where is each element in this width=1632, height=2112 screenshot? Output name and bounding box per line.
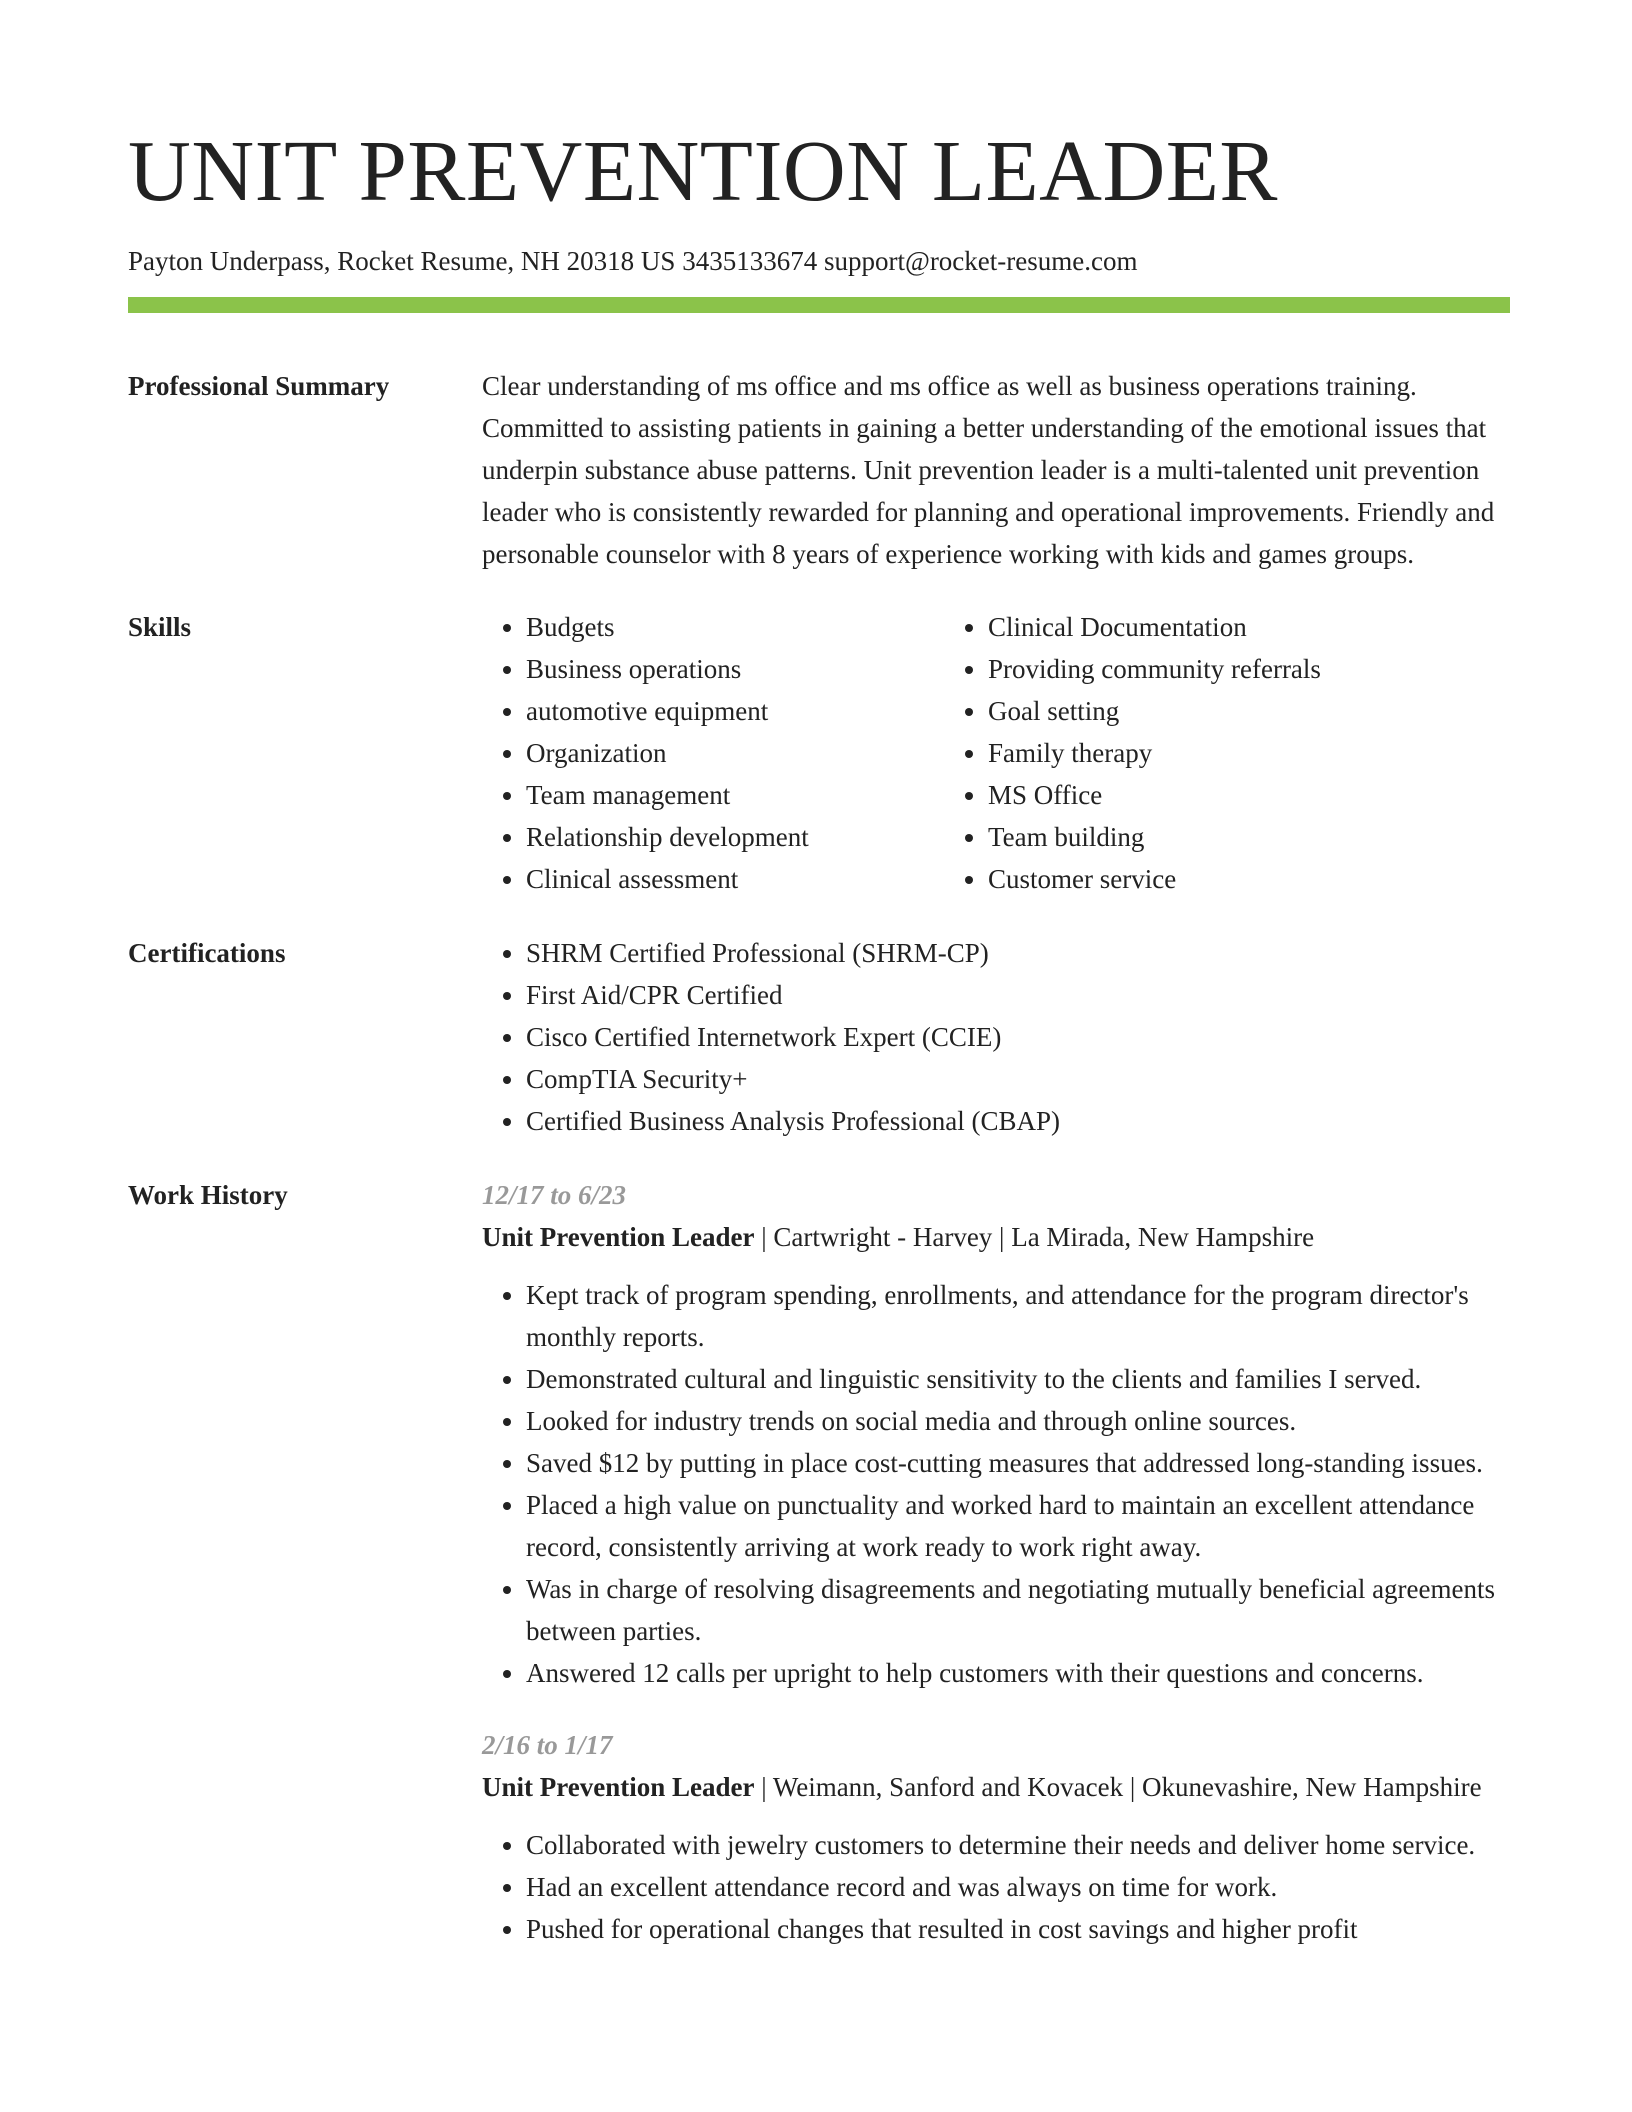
job-bullet: • Answered 12 calls per upright to help customers with their questions and concerns. xyxy=(526,1652,1510,1694)
skills-grid xyxy=(482,606,1510,900)
section-label: Certifications xyxy=(128,938,286,968)
section-body xyxy=(482,606,1510,900)
skill-item: • Family therapy xyxy=(988,732,1321,774)
section-professional-summary xyxy=(128,365,1510,575)
job-bullets xyxy=(482,1274,1510,1694)
resume-page xyxy=(128,0,1510,1950)
job-heading xyxy=(482,1216,1510,1258)
certification-item: • Cisco Certified Internetwork Expert (CCIE) xyxy=(526,1016,1510,1058)
skill-item: • automotive equipment xyxy=(526,690,944,732)
section-skills xyxy=(128,606,1510,900)
skill-item: • MS Office xyxy=(988,774,1321,816)
contact-phone: 3435133674 xyxy=(682,246,818,276)
skills-list-right xyxy=(944,606,1321,900)
resume-title: UNIT PREVENTION LEADER xyxy=(128,122,1278,219)
job-bullet: • Placed a high value on punctuality and worked hard to maintain an excellent attendance record, consistently arriving at work ready to work right away. xyxy=(526,1484,1510,1568)
job-employer-location: | Cartwright - Harvey | La Mirada, New Hampshire xyxy=(754,1222,1315,1252)
job-bullet: • Kept track of program spending, enrollments, and attendance for the program director's monthly reports. xyxy=(526,1274,1510,1358)
certification-item: • Certified Business Analysis Professional (CBAP) xyxy=(526,1100,1510,1142)
skill-item: • Team management xyxy=(526,774,944,816)
certifications-list xyxy=(482,932,1510,1142)
contact-line xyxy=(128,244,1510,278)
contact-address: Payton Underpass, Rocket Resume, NH 20318 US xyxy=(128,246,676,276)
section-body xyxy=(482,365,1510,575)
job-bullets xyxy=(482,1824,1510,1950)
section-certifications xyxy=(128,932,1510,1142)
skill-item: • Providing community referrals xyxy=(988,648,1321,690)
job-bullet: • Demonstrated cultural and linguistic sensitivity to the clients and families I served. xyxy=(526,1358,1510,1400)
job-entry xyxy=(482,1724,1510,1950)
job-entry xyxy=(482,1174,1510,1694)
contact-email: support@rocket-resume.com xyxy=(823,246,1138,276)
skill-item: • Organization xyxy=(526,732,944,774)
skill-item: • Relationship development xyxy=(526,816,944,858)
section-work-history xyxy=(128,1174,1510,1950)
skill-item: • Clinical Documentation xyxy=(988,606,1321,648)
job-bullet: • Pushed for operational changes that resulted in cost savings and higher profit xyxy=(526,1908,1510,1950)
certification-item: • SHRM Certified Professional (SHRM-CP) xyxy=(526,932,1510,974)
job-title: Unit Prevention Leader xyxy=(482,1222,755,1252)
section-label: Professional Summary xyxy=(128,371,390,401)
section-label: Skills xyxy=(128,612,192,642)
header-divider xyxy=(128,297,1510,313)
summary-text: Clear understanding of ms office and ms office as well as business operations training. Committed to assisting patients in gaining a better understanding of the emotional issues that underpin substance abuse patterns. Unit prevention leader is a multi-talented unit prevention leader who is consistently rewarded for planning and operational improvements. Friendly and personable counselor with 8 years of experience working with kids and games groups. xyxy=(482,371,1495,569)
job-heading xyxy=(482,1766,1510,1808)
certification-item: • First Aid/CPR Certified xyxy=(526,974,1510,1016)
certification-item: • CompTIA Security+ xyxy=(526,1058,1510,1100)
skill-item: • Team building xyxy=(988,816,1321,858)
skill-item: • Customer service xyxy=(988,858,1321,900)
skill-item: • Budgets xyxy=(526,606,944,648)
section-body xyxy=(482,1174,1510,1950)
skills-list-left xyxy=(482,606,944,900)
job-bullet: • Looked for industry trends on social media and through online sources. xyxy=(526,1400,1510,1442)
skill-item: • Business operations xyxy=(526,648,944,690)
section-body xyxy=(482,932,1510,1142)
job-dates: 2/16 to 1/17 xyxy=(482,1730,613,1760)
skill-item: • Goal setting xyxy=(988,690,1321,732)
job-bullet: • Collaborated with jewelry customers to determine their needs and deliver home service. xyxy=(526,1824,1510,1866)
job-employer-location: | Weimann, Sanford and Kovacek | Okunevashire, New Hampshire xyxy=(754,1772,1482,1802)
skill-item: • Clinical assessment xyxy=(526,858,944,900)
job-bullet: • Had an excellent attendance record and was always on time for work. xyxy=(526,1866,1510,1908)
job-dates: 12/17 to 6/23 xyxy=(482,1180,627,1210)
job-bullet: • Was in charge of resolving disagreements and negotiating mutually beneficial agreements between parties. xyxy=(526,1568,1510,1652)
job-bullet: • Saved $12 by putting in place cost-cutting measures that addressed long-standing issues. xyxy=(526,1442,1510,1484)
job-title: Unit Prevention Leader xyxy=(482,1772,755,1802)
section-label: Work History xyxy=(128,1180,288,1210)
